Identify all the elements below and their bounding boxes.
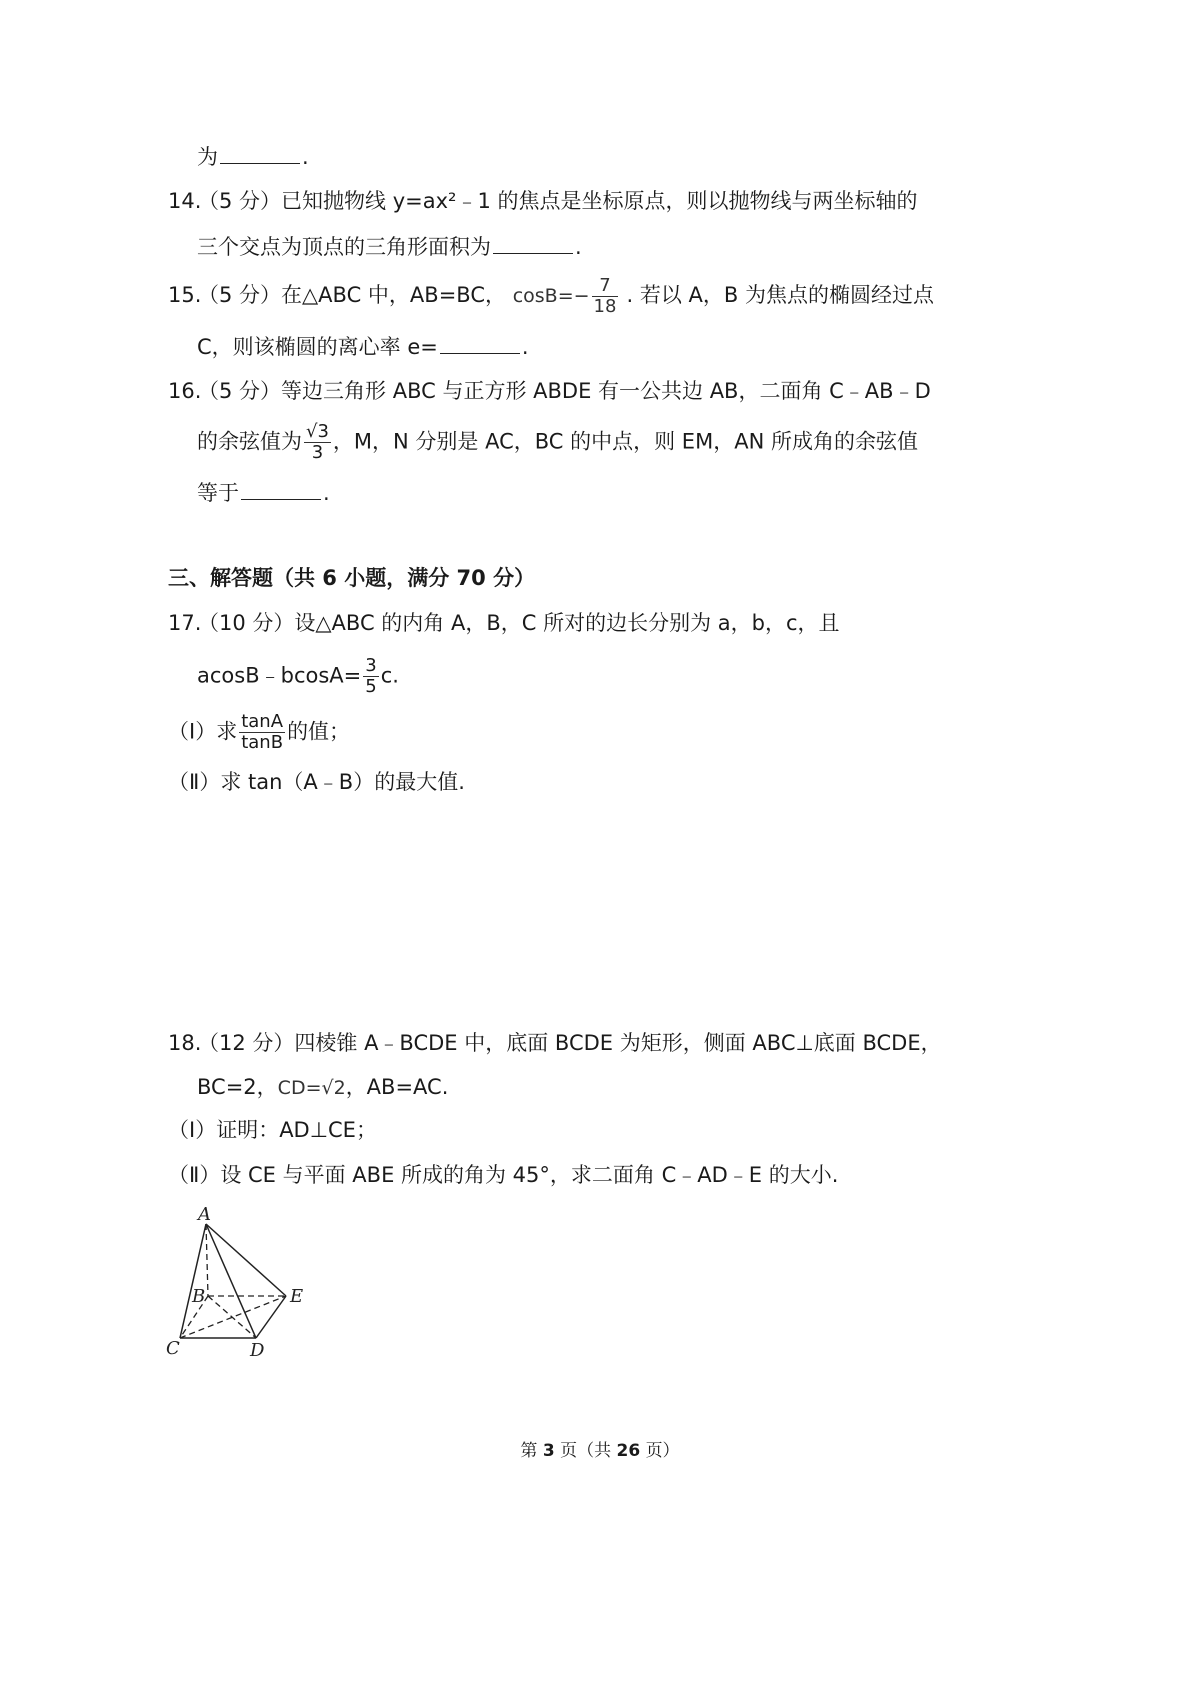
- section-heading: 三、解答题（共 6 小题，满分 70 分）: [168, 566, 536, 590]
- cd-sqrt2-formula: CD=√2: [277, 1077, 346, 1099]
- q16-line1: 16.（5 分）等边三角形 ABC 与正方形 ABDE 有一公共边 AB，二面角 C﹣AB﹣D: [168, 379, 931, 403]
- three-fifths-fraction: $\frac{3}{5}$: [365, 655, 377, 697]
- q17-line1: 17.（10 分）设△ABC 的内角 A，B，C 所对的边长分别为 a，b，c，且: [168, 611, 840, 635]
- cosb-formula: cosB=− $\frac{7}{18}$: [512, 275, 617, 317]
- q17-part1: （Ⅰ）求 $\frac{\tan A}{\tan B}$ 的值；: [168, 711, 351, 753]
- q16-line2: 的余弦值为 $\frac{√3}{3}$ ，M，N 分别是 AC，BC 的中点，则 EM，AN 所成角的余弦值: [197, 421, 918, 463]
- edge-de: [256, 1296, 286, 1338]
- label-c: C: [166, 1338, 180, 1359]
- q14-line2: 三个交点为顶点的三角形面积为 .: [197, 235, 582, 259]
- label-a: A: [198, 1204, 211, 1225]
- page-footer: 第 3 页（共 26 页）: [520, 1441, 680, 1461]
- edge-bd: [208, 1296, 256, 1338]
- q16-line3: 等于 .: [197, 481, 330, 505]
- pyramid-figure: [160, 1200, 320, 1360]
- sqrt3-over-3-fraction: $\frac{√3}{3}$: [306, 421, 329, 463]
- q14-line1: 14.（5 分）已知抛物线 y=ax²﹣1 的焦点是坐标原点，则以抛物线与两坐标轴的: [168, 189, 918, 213]
- q13-tail: 为 .: [197, 145, 309, 169]
- label-e: E: [290, 1286, 304, 1307]
- answer-blank[interactable]: [220, 143, 300, 164]
- edge-ae: [206, 1224, 286, 1296]
- q17-line2: acosB﹣bcosA= $\frac{3}{5}$ c.: [197, 655, 399, 697]
- q18-part2: （Ⅱ）设 CE 与平面 ABE 所成的角为 45°，求二面角 C﹣AD﹣E 的大小.: [168, 1163, 839, 1187]
- tana-over-tanb-fraction: $\frac{\tan A}{\tan B}$: [241, 711, 284, 753]
- q15-line1: 15.（5 分）在△ABC 中，AB=BC， cosB=− $\frac{7}{18}$ . 若以 A，B 为焦点的椭圆经过点: [168, 275, 934, 317]
- answer-blank[interactable]: [440, 333, 520, 354]
- q15-line2: C，则该椭圆的离心率 e= .: [197, 335, 529, 359]
- q17-part2: （Ⅱ）求 tan（A﹣B）的最大值.: [168, 770, 465, 794]
- edge-ab: [206, 1224, 208, 1296]
- q18-line2: BC=2，CD=√2，AB=AC.: [197, 1075, 449, 1099]
- answer-blank[interactable]: [241, 479, 321, 500]
- q18-line1: 18.（12 分）四棱锥 A﹣BCDE 中，底面 BCDE 为矩形，侧面 ABC⊥底面 BCDE，: [168, 1031, 942, 1055]
- answer-blank[interactable]: [493, 233, 573, 254]
- edge-ad: [206, 1224, 256, 1338]
- edge-ac: [180, 1224, 206, 1338]
- label-b: B: [192, 1286, 206, 1307]
- label-d: D: [250, 1340, 265, 1360]
- q18-part1: （Ⅰ）证明：AD⊥CE；: [168, 1118, 377, 1142]
